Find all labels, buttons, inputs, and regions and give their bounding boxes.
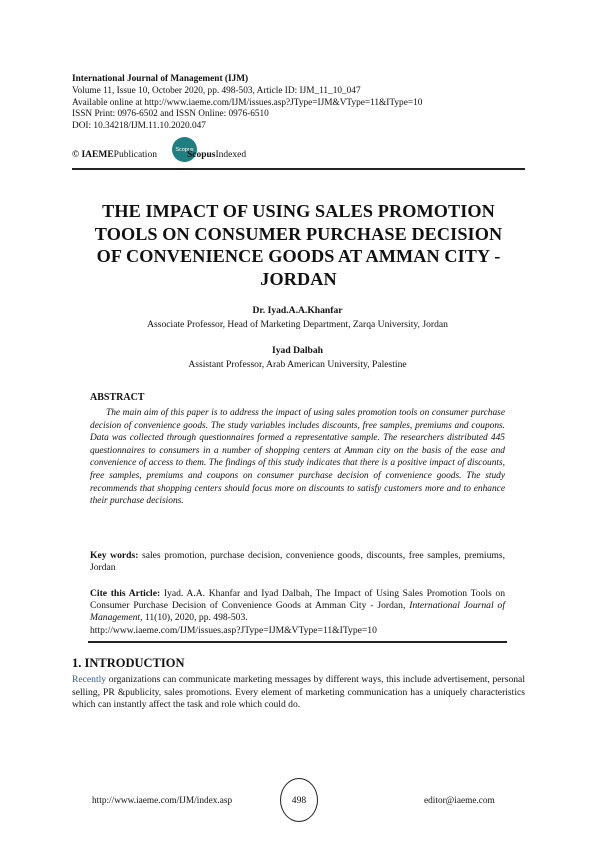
doi-info[interactable]: DOI: 10.34218/IJM.11.10.2020.047 (72, 120, 206, 131)
keywords-label: Key words: (90, 550, 139, 561)
abstract-text: The main aim of this paper is to address the impact of using sales promotion tools on consumer purchase decision of convenience goods. The study variables includes discounts, free samples, premiums and coupons. Data was collected through questionnaires formed a representative sample. The researchers distributed 445 questionnaires to consumers in a number of shopping centers at Amman city on the basis of the ease and convenience of access to them. The findings of this study indicates that there is a positive impact of discounts, free samples, premiums and coupons on consumer purchase decision of convenience goods. The study recommends that shopping centers should focus more on discounts to satisfy customers more and to enhance their purchase decisions. (90, 408, 505, 507)
citation (90, 588, 505, 637)
cite-volume: 11(10), 2020, pp. 498-503. (142, 612, 248, 624)
section-heading: 1. INTRODUCTION (72, 656, 185, 670)
keywords-text: sales promotion, purchase decision, convenience goods, discounts, free samples, premiums, Jordan (90, 550, 505, 574)
scopus-indexed-label: Indexed (215, 150, 247, 160)
title-line: THE IMPACT OF USING SALES PROMOTION (102, 201, 495, 221)
title-line: TOOLS ON CONSUMER PURCHASE DECISION (94, 223, 503, 244)
scopus-badge-text: Scopus (175, 146, 194, 153)
title-line: JORDAN (260, 268, 337, 289)
title-line: OF CONVENIENCE GOODS AT AMMAN CITY - (96, 246, 501, 267)
cite-url[interactable]: http://www.iaeme.com/IJM/issues.asp?JType=IJM&VType=11&IType=10 (90, 624, 377, 636)
keywords (90, 550, 505, 574)
scopus-label: Scopus (186, 150, 216, 160)
publisher-suffix: Publication (113, 150, 157, 160)
publisher-row (72, 150, 246, 160)
introduction-text (72, 674, 525, 712)
author-name: Iyad Dalbah (272, 345, 323, 356)
author-affiliation: Assistant Professor, Arab American University, Palestine (188, 359, 407, 370)
cite-text: Iyad. A.A. Khanfar and Iyad Dalbah, The Impact of Using Sales Promotion Tools on Consumer Purchase Decision of Convenience Goods at Amman City - Jordan, (90, 588, 506, 612)
footer-email[interactable]: editor@iaeme.com (424, 796, 495, 806)
issn-info: ISSN Print: 0976-6502 and ISSN Online: 0976-6510 (72, 109, 269, 119)
introduction-first-word: Recently (72, 674, 107, 685)
journal-name: International Journal of Management (IJM) (72, 74, 249, 84)
author-affiliation: Associate Professor, Head of Marketing Department, Zarqa University, Jordan (147, 319, 448, 330)
footer-url[interactable]: http://www.iaeme.com/IJM/index.asp (92, 796, 233, 806)
availability-url[interactable]: Available online at http://www.iaeme.com/IJM/issues.asp?JType=IJM&VType=11&IType=10 (72, 97, 423, 108)
page-number: 498 (291, 794, 307, 806)
header-divider (72, 168, 525, 170)
introduction-body: organizations can communicate marketing messages by different ways, this include advertisement, personal selling, PR &publicity, sales promotions. Every element of marketing communication has a uniquely characteristics which can instantly affect the task and role which could do. (72, 674, 525, 711)
abstract-heading: ABSTRACT (90, 392, 145, 403)
volume-info: Volume 11, Issue 10, October 2020, pp. 498-503, Article ID: IJM_11_10_047 (72, 86, 361, 96)
citation-divider (88, 641, 507, 643)
paper-title (62, 200, 535, 290)
cite-journal: International Journal of Management, (90, 600, 505, 624)
publisher-name: © IAEME (72, 150, 114, 160)
author-name: Dr. Iyad.A.A.Khanfar (252, 305, 343, 316)
page-number-badge (280, 778, 318, 822)
cite-label: Cite this Article: (90, 588, 161, 599)
